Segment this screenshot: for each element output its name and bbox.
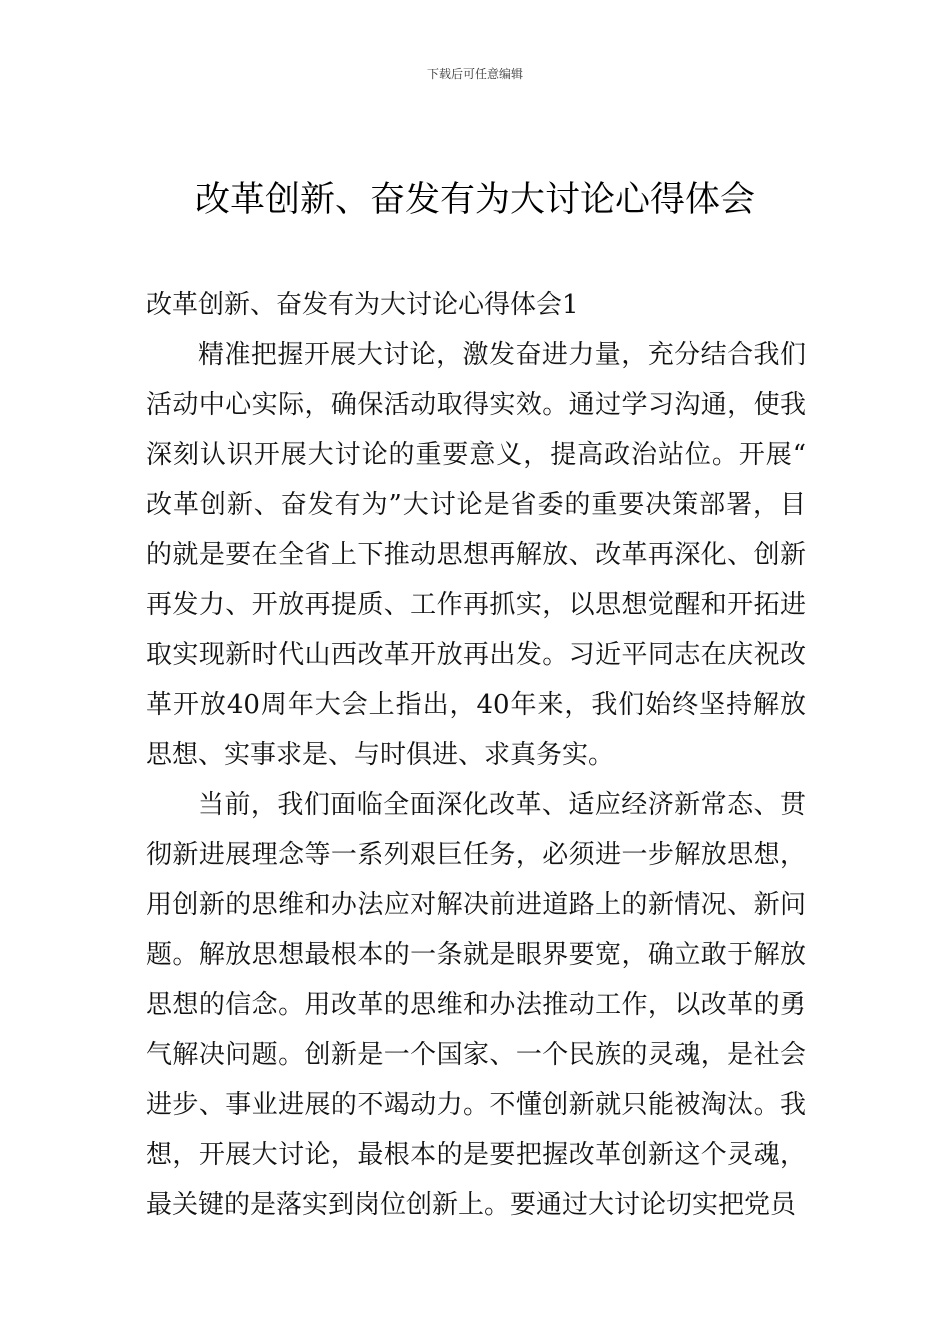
paragraph-1: 精准把握开展大讨论，激发奋进力量，充分结合我们活动中心实际，确保活动取得实效。通过学习沟通，使我深刻认识开展大讨论的重要意义，提高政治站位。开展“改革创新、奋发有为”大讨论是省委的重要决策部署，目的就是要在全省上下推动思想再解放、改革再深化、创新再发力、开放再提质、工作再抓实，以思想觉醒和开拓进取实现新时代山西改革开放再出发。习近平同志在庆祝改革开放40周年大会上指出，40年来，我们始终坚持解放思想、实事求是、与时俱进、求真务实。 [146, 340, 806, 770]
document-title: 改革创新、奋发有为大讨论心得体会 [194, 180, 755, 220]
download-note: 下载后可任意编辑 [426, 67, 523, 81]
section-heading: 改革创新、奋发有为大讨论心得体会1 [146, 290, 579, 320]
paragraph-2: 当前，我们面临全面深化改革、适应经济新常态、贯彻新进展理念等一系列艰巨任务，必须进一步解放思想，用创新的思维和办法应对解决前进道路上的新情况、新问题。解放思想最根本的一条就是眼界要宽，确立敢于解放思想的信念。用改革的思维和办法推动工作，以改革的勇气解决问题。创新是一个国家、一个民族的灵魂，是社会进步、事业进展的不竭动力。不懂创新就只能被淘汰。我想，开展大讨论，最根本的是要把握改革创新这个灵魂，最关键的是落实到岗位创新上。要通过大讨论切实把党员 [146, 790, 806, 1220]
document-body [146, 280, 806, 1230]
